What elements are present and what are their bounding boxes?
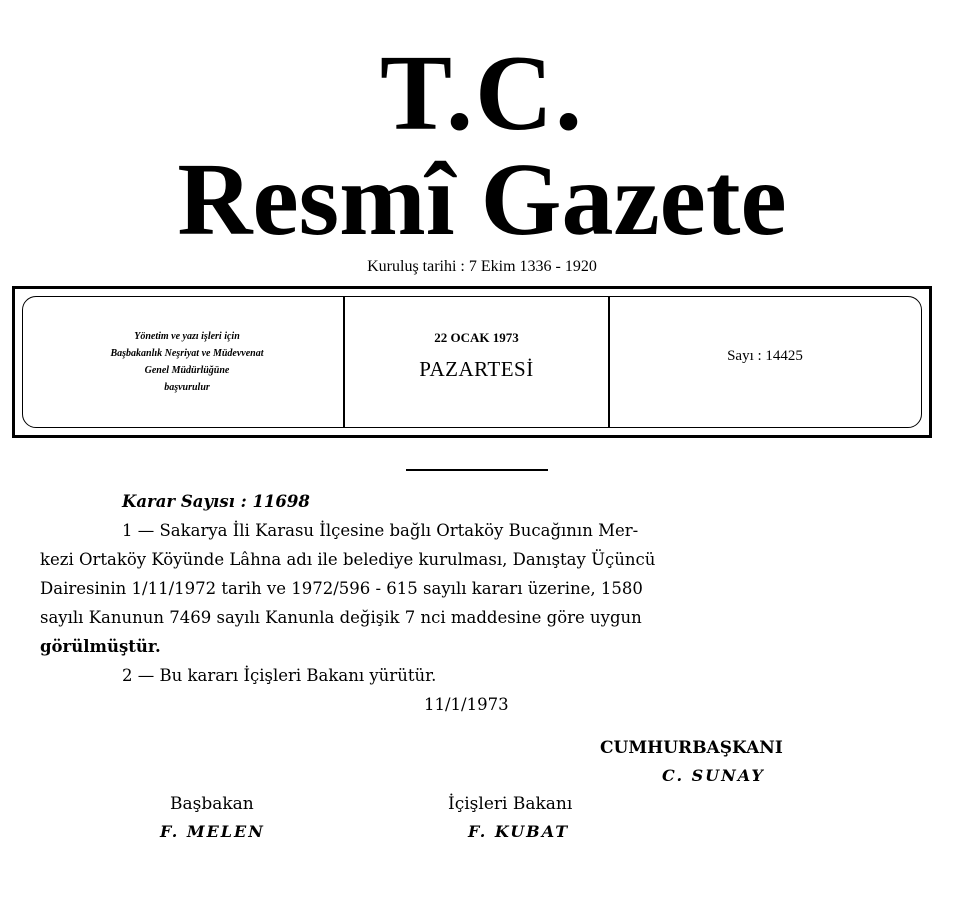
interior-minister-name: F. KUBAT [468, 822, 570, 841]
management-line: Başbakanlık Neşriyat ve Müdevvenat [110, 348, 264, 359]
prime-minister-title: Başbakan [170, 794, 254, 814]
masthead-tc: T.C. [379, 34, 584, 153]
decree-line: 2 — Bu kararı İçişleri Bakanı yürütür. [122, 666, 437, 685]
section-divider [406, 469, 548, 471]
decree-number: Karar Sayısı : 11698 [122, 492, 310, 511]
decree-line: Dairesinin 1/11/1972 tarih ve 1972/596 - 615 sayılı kararı üzerine, 1580 [40, 579, 643, 598]
prime-minister-name: F. MELEN [160, 822, 265, 841]
decree-line: sayılı Kanunun 7469 sayılı Kanunla değişik 7 nci maddesine göre uygun [40, 608, 642, 627]
decree-line: kezi Ortaköy Köyünde Lâhna adı ile belediye kurulması, Danıştay Üçüncü [40, 550, 656, 569]
president-title: CUMHURBAŞKANI [600, 738, 783, 758]
masthead-title: Resmî Gazete [177, 142, 787, 257]
decree-date: 11/1/1973 [424, 695, 509, 714]
issue-number: Sayı : 14425 [727, 348, 803, 364]
issue-date: 22 OCAK 1973 [434, 330, 519, 345]
interior-minister-title: İçişleri Bakanı [448, 794, 573, 814]
decree-line: 1 — Sakarya İli Karasu İlçesine bağlı Ortaköy Bucağının Mer- [122, 521, 639, 540]
management-note [52, 328, 322, 396]
issue-weekday: PAZARTESİ [419, 357, 534, 381]
management-line: Genel Müdürlüğüne [144, 365, 230, 376]
founding-date: Kuruluş tarihi : 7 Ekim 1336 - 1920 [367, 258, 597, 275]
decree-line: görülmüştür. [40, 637, 161, 656]
president-name: C. SUNAY [662, 766, 765, 785]
management-line: başvurulur [164, 382, 210, 393]
management-line: Yönetim ve yazı işleri için [134, 331, 240, 342]
